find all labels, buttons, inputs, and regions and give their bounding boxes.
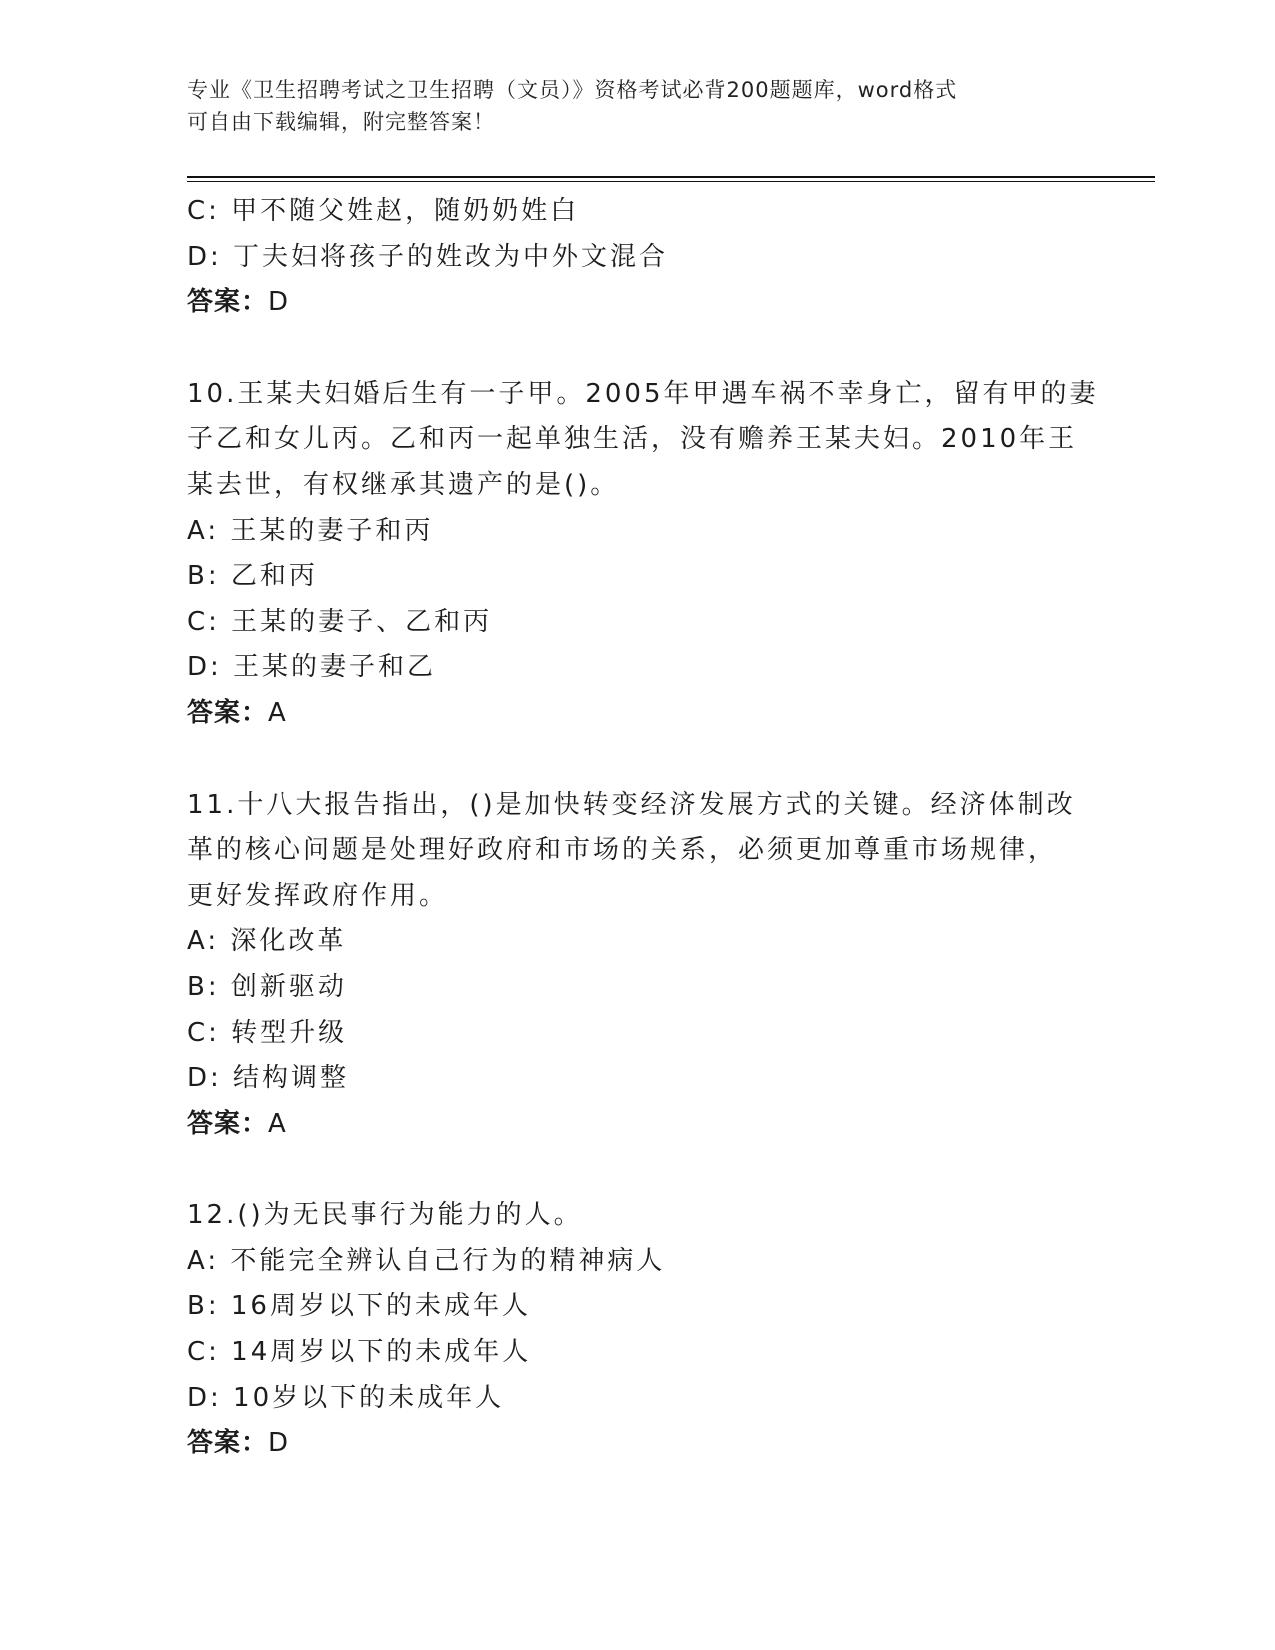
answer-label: 答案： xyxy=(187,287,269,318)
answer-label: 答案： xyxy=(187,1108,269,1139)
answer-line xyxy=(187,280,1087,326)
option-c: C: 王某的妻子、乙和丙 xyxy=(187,606,493,637)
answer-label: 答案： xyxy=(187,697,269,728)
option-d: D: 10岁以下的未成年人 xyxy=(187,1382,505,1413)
question-stem-line: 革的核心问题是处理好政府和市场的关系，必须更加尊重市场规律， xyxy=(187,835,1058,866)
question-stem-line: 某去世，有权继承其遗产的是()。 xyxy=(187,469,620,500)
header-divider-thick xyxy=(187,176,1155,178)
answer-label: 答案： xyxy=(187,1428,269,1459)
header-divider-thin xyxy=(187,181,1155,182)
question-11 xyxy=(187,783,1087,1148)
document-header xyxy=(187,74,1087,138)
answer-line xyxy=(187,691,1087,737)
question-list xyxy=(187,189,1099,1467)
option-d: D: 王某的妻子和乙 xyxy=(187,652,437,683)
answer-value: A xyxy=(268,1108,287,1139)
question-stem-line: 子乙和女儿丙。乙和丙一起单独生活，没有赡养王某夫妇。2010年王 xyxy=(187,424,1078,455)
option-b: B: 乙和丙 xyxy=(187,561,318,592)
option-b: B: 16周岁以下的未成年人 xyxy=(187,1291,531,1322)
option-d: D: 丁夫妇将孩子的姓改为中外文混合 xyxy=(187,241,669,272)
option-c: C: 转型升级 xyxy=(187,1017,348,1048)
answer-value: A xyxy=(268,697,287,728)
question-stem-line: 12.()为无民事行为能力的人。 xyxy=(187,1200,583,1231)
option-d: D: 结构调整 xyxy=(187,1063,350,1094)
option-c: C: 14周岁以下的未成年人 xyxy=(187,1337,532,1368)
question-10 xyxy=(187,372,1099,737)
question-fragment xyxy=(187,189,1087,326)
question-12 xyxy=(187,1193,1087,1467)
header-title-line-1: 专业《卫生招聘考试之卫生招聘（文员）》资格考试必背200题题库，word格式 xyxy=(187,78,958,102)
option-c: C: 甲不随父姓赵，随奶奶姓白 xyxy=(187,196,580,226)
answer-line xyxy=(187,1102,1087,1148)
answer-line xyxy=(187,1421,1087,1467)
option-a: A: 王某的妻子和丙 xyxy=(187,515,434,546)
option-a: A: 不能完全辨认自己行为的精神病人 xyxy=(187,1245,666,1276)
question-stem-line: 10.王某夫妇婚后生有一子甲。2005年甲遇车祸不幸身亡，留有甲的妻 xyxy=(187,378,1099,409)
answer-value: D xyxy=(268,287,290,318)
header-title-line-2: 可自由下载编辑，附完整答案！ xyxy=(187,110,495,134)
question-stem-line: 更好发挥政府作用。 xyxy=(187,880,449,911)
option-a: A: 深化改革 xyxy=(187,926,347,957)
option-b: B: 创新驱动 xyxy=(187,971,347,1002)
question-stem-line: 11.十八大报告指出，()是加快转变经济发展方式的关键。经济体制改 xyxy=(187,789,1076,820)
answer-value: D xyxy=(268,1428,290,1459)
